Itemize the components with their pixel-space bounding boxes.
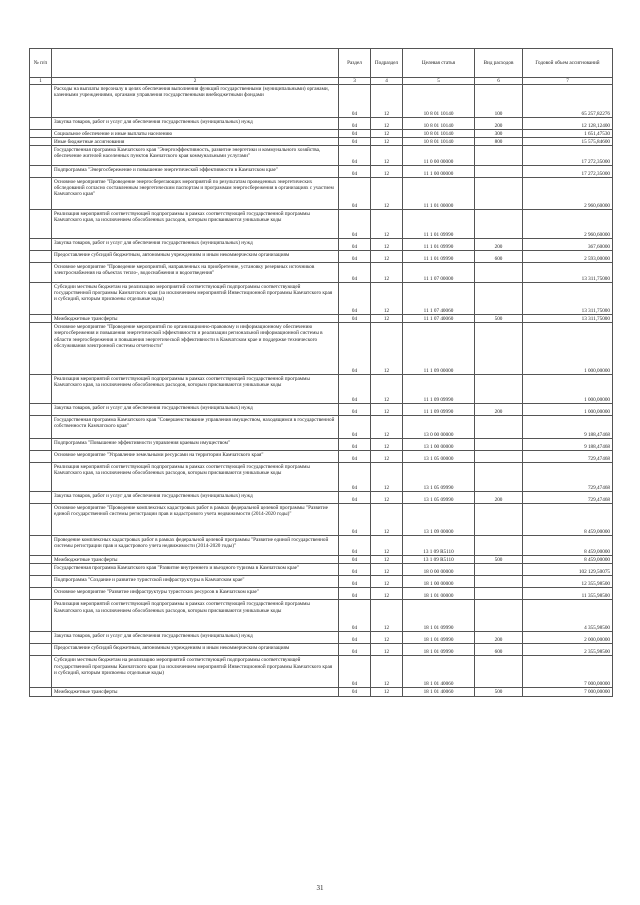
row-name: Государственная программа Камчатского края "Энергоэффективность, развитие энергетики и коммунального хозяйства, обеспечение жителей населенных пунктов Камчатского края коммунальными услугами" (52, 146, 339, 166)
header-number: № п/п (30, 49, 52, 78)
row-section: 04 (339, 556, 371, 564)
row-section: 04 (339, 130, 371, 138)
row-name: Подпрограмма "Создание и развитие туристской инфраструктуры в Камчатском крае" (52, 576, 339, 588)
row-amount: 7 000,00000 (523, 656, 613, 688)
row-subsection: 12 (371, 283, 403, 315)
row-subsection: 12 (371, 138, 403, 146)
row-expense-type (475, 283, 523, 315)
row-section: 04 (339, 632, 371, 644)
row-subsection: 12 (371, 588, 403, 600)
table-row (30, 644, 613, 656)
row-expense-type (475, 178, 523, 210)
row-name: Закупка товаров, работ и услуг для обеспечения государственных (муниципальных) нужд (52, 239, 339, 251)
column-index: 3 (339, 78, 371, 85)
row-section: 04 (339, 564, 371, 576)
table-row (30, 536, 613, 556)
header-expense-type: Вид расходов (475, 49, 523, 78)
table-row (30, 556, 613, 564)
row-amount: 8 459,00000 (523, 504, 613, 536)
row-number (30, 239, 52, 251)
table-row (30, 315, 613, 323)
row-subsection: 12 (371, 239, 403, 251)
table-row (30, 588, 613, 600)
row-expense-type (475, 323, 523, 375)
row-section: 04 (339, 416, 371, 439)
row-expense-type (475, 564, 523, 576)
row-expense-type: 200 (475, 404, 523, 416)
row-expense-type (475, 656, 523, 688)
row-amount: 729,47468 (523, 492, 613, 504)
row-target-article: 13 1 09 00000 (403, 504, 475, 536)
row-amount: 367,60000 (523, 239, 613, 251)
table-row (30, 118, 613, 130)
row-number (30, 210, 52, 239)
row-target-article: 13 1 09 R5110 (403, 556, 475, 564)
row-number (30, 564, 52, 576)
row-number (30, 600, 52, 632)
row-amount: 102 129,50075 (523, 564, 613, 576)
row-expense-type: 500 (475, 556, 523, 564)
table-row (30, 504, 613, 536)
row-subsection: 12 (371, 688, 403, 696)
row-number (30, 178, 52, 210)
row-name: Реализация мероприятий соответствующей подпрограммы в рамках соответствующей государственной программы Камчатского края, за исключением обособленных расходов, которым присваиваются уникальные коды (52, 375, 339, 404)
row-name: Государственная программа Камчатского края "Совершенствование управления имуществом, находящимся в государственной собственности Камчатского края" (52, 416, 339, 439)
row-number (30, 416, 52, 439)
table-row (30, 576, 613, 588)
row-target-article: 11 1 01 09990 (403, 239, 475, 251)
row-subsection: 12 (371, 576, 403, 588)
row-section: 04 (339, 166, 371, 178)
row-target-article: 10 8 01 10140 (403, 138, 475, 146)
row-subsection: 12 (371, 451, 403, 463)
row-amount: 8 459,00000 (523, 536, 613, 556)
row-section: 04 (339, 439, 371, 451)
column-index: 2 (52, 78, 339, 85)
row-subsection: 12 (371, 632, 403, 644)
row-section: 04 (339, 576, 371, 588)
table-row (30, 416, 613, 439)
row-subsection: 12 (371, 463, 403, 492)
row-expense-type: 500 (475, 688, 523, 696)
row-name: Социальное обеспечение и иные выплаты населению (52, 130, 339, 138)
row-target-article: 13 0 00 00000 (403, 416, 475, 439)
row-target-article: 11 0 00 00000 (403, 146, 475, 166)
row-name: Проведение комплексных кадастровых работ в рамках федеральной целевой программы "Развитие единой государственной системы регистрации прав и кадастрового учета недвижимости (2014-2020 годы)" (52, 536, 339, 556)
row-target-article: 11 1 00 00000 (403, 166, 475, 178)
row-name: Закупка товаров, работ и услуг для обеспечения государственных (муниципальных) нужд (52, 118, 339, 130)
row-number (30, 504, 52, 536)
row-expense-type (475, 504, 523, 536)
row-expense-type: 200 (475, 239, 523, 251)
row-target-article: 11 1 01 09990 (403, 251, 475, 263)
table-row (30, 85, 613, 118)
row-number (30, 146, 52, 166)
row-amount: 9 188,47468 (523, 439, 613, 451)
column-index: 1 (30, 78, 52, 85)
row-expense-type (475, 463, 523, 492)
row-target-article: 10 8 01 10140 (403, 118, 475, 130)
row-number (30, 576, 52, 588)
row-subsection: 12 (371, 146, 403, 166)
row-amount: 729,47468 (523, 463, 613, 492)
row-number (30, 688, 52, 696)
row-number (30, 588, 52, 600)
row-name: Предоставление субсидий бюджетным, автономным учреждениям и иным некоммерческим организациям (52, 251, 339, 263)
row-expense-type: 600 (475, 644, 523, 656)
row-amount: 13 311,75000 (523, 283, 613, 315)
row-expense-type (475, 451, 523, 463)
row-section: 04 (339, 210, 371, 239)
row-name: Закупка товаров, работ и услуг для обеспечения государственных (муниципальных) нужд (52, 632, 339, 644)
row-subsection: 12 (371, 166, 403, 178)
row-expense-type (475, 375, 523, 404)
row-expense-type (475, 416, 523, 439)
row-number (30, 556, 52, 564)
row-subsection: 12 (371, 536, 403, 556)
row-number (30, 492, 52, 504)
row-expense-type: 200 (475, 492, 523, 504)
page-number: 31 (316, 884, 324, 892)
row-name: Межбюджетные трансферты (52, 315, 339, 323)
row-section: 04 (339, 688, 371, 696)
row-amount: 2 000,00000 (523, 632, 613, 644)
table-row (30, 451, 613, 463)
row-subsection: 12 (371, 178, 403, 210)
row-amount: 65 257,82276 (523, 85, 613, 118)
row-number (30, 375, 52, 404)
row-expense-type: 300 (475, 130, 523, 138)
row-number (30, 283, 52, 315)
table-row (30, 323, 613, 375)
row-target-article: 11 1 09 09990 (403, 375, 475, 404)
table-row (30, 178, 613, 210)
row-number (30, 251, 52, 263)
table-row (30, 492, 613, 504)
row-number (30, 439, 52, 451)
row-target-article: 18 1 01 09990 (403, 600, 475, 632)
row-name: Основное мероприятие "Проведение мероприятий, направленных на приобретение, установку резервных источников электроснабжения на объектах тепло-, водоснабжения и водоотведения" (52, 263, 339, 283)
row-number (30, 315, 52, 323)
row-expense-type: 200 (475, 632, 523, 644)
row-subsection: 12 (371, 130, 403, 138)
row-section: 04 (339, 138, 371, 146)
row-section: 04 (339, 263, 371, 283)
row-subsection: 12 (371, 251, 403, 263)
row-name: Субсидии местным бюджетам на реализацию мероприятий соответствующей подпрограммы соответствующей государственной программы Камчатского края (за исключением мероприятий Инвестиционной программы Камчатского края и субсидий, которым присвоены отдельные коды) (52, 283, 339, 315)
row-subsection: 12 (371, 404, 403, 416)
row-section: 04 (339, 492, 371, 504)
row-number (30, 263, 52, 283)
table-row (30, 251, 613, 263)
row-name: Основное мероприятие "Проведение мероприятий по организационно-правовому и информационному обеспечению энергосбережения и повышения энергетической эффективности и реализации региональной информационной системы в области энергосбережения и повышения энергетической эффективности в Камчатском крае и поддержке технического обслуживания электронной системы отчетности" (52, 323, 339, 375)
row-target-article: 11 1 09 00000 (403, 323, 475, 375)
row-expense-type (475, 263, 523, 283)
row-section: 04 (339, 463, 371, 492)
row-amount: 2 593,00000 (523, 251, 613, 263)
row-number (30, 451, 52, 463)
row-amount: 1 651,47530 (523, 130, 613, 138)
header-section: Раздел (339, 49, 371, 78)
table-row (30, 166, 613, 178)
row-number (30, 644, 52, 656)
column-index: 6 (475, 78, 523, 85)
column-index: 5 (403, 78, 475, 85)
row-amount: 4 355,98500 (523, 600, 613, 632)
row-amount: 12 128,12400 (523, 118, 613, 130)
budget-table (29, 48, 613, 697)
row-section: 04 (339, 588, 371, 600)
row-subsection: 12 (371, 492, 403, 504)
row-expense-type: 600 (475, 251, 523, 263)
row-amount: 8 459,00000 (523, 556, 613, 564)
row-target-article: 13 1 05 09990 (403, 463, 475, 492)
row-name: Основное мероприятие "Проведение энергосберегающих мероприятий по результатам проведенных энергетических обследований согласно составленным энергетическим паспортам и программам энергосбережения в организациях с участием Камчатского края" (52, 178, 339, 210)
row-number (30, 85, 52, 118)
table-row (30, 375, 613, 404)
row-number (30, 130, 52, 138)
row-section: 04 (339, 251, 371, 263)
row-subsection: 12 (371, 556, 403, 564)
row-name: Межбюджетные трансферты (52, 688, 339, 696)
row-name: Реализация мероприятий соответствующей подпрограммы в рамках соответствующей государственной программы Камчатского края, за исключением обособленных расходов, которым присваиваются уникальные коды (52, 463, 339, 492)
row-target-article: 18 1 01 00000 (403, 588, 475, 600)
table-row (30, 210, 613, 239)
table-row (30, 656, 613, 688)
table-row (30, 463, 613, 492)
row-target-article: 11 1 09 09990 (403, 404, 475, 416)
row-target-article: 11 1 01 09990 (403, 210, 475, 239)
header-subsection: Подраздел (371, 49, 403, 78)
row-name: Основное мероприятие "Развитие инфраструктуры туристских ресурсов в Камчатском крае" (52, 588, 339, 600)
row-number (30, 138, 52, 146)
row-subsection: 12 (371, 600, 403, 632)
row-target-article: 13 1 00 00000 (403, 439, 475, 451)
row-section: 04 (339, 315, 371, 323)
row-target-article: 11 1 07 40060 (403, 315, 475, 323)
row-amount: 17 272,35000 (523, 146, 613, 166)
row-target-article: 18 1 01 40060 (403, 688, 475, 696)
row-expense-type (475, 146, 523, 166)
table-body (30, 85, 613, 696)
row-subsection: 12 (371, 375, 403, 404)
column-index-row (30, 78, 613, 85)
row-amount: 15 575,84600 (523, 138, 613, 146)
row-section: 04 (339, 600, 371, 632)
row-amount: 2 355,98500 (523, 644, 613, 656)
row-name: Расходы на выплаты персоналу в целях обеспечения выполнения функций государственными (муниципальными) органами, казенными учреждениями, органами управления государственными внебюджетными фондами (52, 85, 339, 118)
row-target-article: 18 1 01 09990 (403, 644, 475, 656)
row-amount: 729,47468 (523, 451, 613, 463)
row-subsection: 12 (371, 564, 403, 576)
row-section: 04 (339, 323, 371, 375)
row-amount: 1 000,00000 (523, 323, 613, 375)
row-expense-type (475, 210, 523, 239)
row-section: 04 (339, 283, 371, 315)
row-section: 04 (339, 644, 371, 656)
row-target-article: 10 8 01 10140 (403, 85, 475, 118)
row-target-article: 11 1 07 40060 (403, 283, 475, 315)
row-name: Реализация мероприятий соответствующей подпрограммы в рамках соответствующей государственной программы Камчатского края, за исключением обособленных расходов, которым присваиваются уникальные коды (52, 210, 339, 239)
row-name: Основное мероприятие "Проведение комплексных кадастровых работ в рамках федеральной целевой программы "Развитие единой государственной системы регистрации прав и кадастрового учета недвижимости (2014-2020 годы)" (52, 504, 339, 536)
row-expense-type (475, 439, 523, 451)
row-name: Основное мероприятие "Управление земельными ресурсами на территории Камчатского края" (52, 451, 339, 463)
row-subsection: 12 (371, 85, 403, 118)
row-number (30, 118, 52, 130)
table-row (30, 138, 613, 146)
row-target-article: 11 1 01 00000 (403, 178, 475, 210)
row-section: 04 (339, 85, 371, 118)
row-subsection: 12 (371, 439, 403, 451)
row-name: Предоставление субсидий бюджетным, автономным учреждениям и иным некоммерческим организациям (52, 644, 339, 656)
row-number (30, 656, 52, 688)
row-amount: 17 272,35000 (523, 166, 613, 178)
row-number (30, 536, 52, 556)
row-section: 04 (339, 536, 371, 556)
row-section: 04 (339, 118, 371, 130)
row-amount: 2 960,60000 (523, 178, 613, 210)
row-target-article: 18 0 00 00000 (403, 564, 475, 576)
row-target-article: 18 1 01 09990 (403, 632, 475, 644)
row-number (30, 166, 52, 178)
table-row (30, 439, 613, 451)
row-name: Межбюджетные трансферты (52, 556, 339, 564)
row-section: 04 (339, 178, 371, 210)
header-target-article: Целевая статья (403, 49, 475, 78)
row-expense-type: 800 (475, 138, 523, 146)
row-expense-type (475, 576, 523, 588)
row-number (30, 323, 52, 375)
row-target-article: 13 1 05 09990 (403, 492, 475, 504)
row-name: Реализация мероприятий соответствующей подпрограммы в рамках соответствующей государственной программы Камчатского края, за исключением обособленных расходов, которым присваиваются уникальные коды (52, 600, 339, 632)
table-row (30, 283, 613, 315)
table-row (30, 130, 613, 138)
row-target-article: 18 1 01 40060 (403, 656, 475, 688)
row-section: 04 (339, 375, 371, 404)
row-target-article: 11 1 07 00000 (403, 263, 475, 283)
row-expense-type: 500 (475, 315, 523, 323)
row-target-article: 13 1 05 00000 (403, 451, 475, 463)
row-subsection: 12 (371, 210, 403, 239)
row-section: 04 (339, 239, 371, 251)
row-section: 04 (339, 146, 371, 166)
column-index: 4 (371, 78, 403, 85)
row-amount: 11 355,98500 (523, 588, 613, 600)
row-amount: 12 355,98500 (523, 576, 613, 588)
row-section: 04 (339, 656, 371, 688)
row-expense-type (475, 166, 523, 178)
row-name: Закупка товаров, работ и услуг для обеспечения государственных (муниципальных) нужд (52, 404, 339, 416)
row-amount: 13 311,75000 (523, 315, 613, 323)
header-name (52, 49, 339, 78)
row-name: Подпрограмма "Повышение эффективности управления краевым имуществом" (52, 439, 339, 451)
row-expense-type (475, 600, 523, 632)
row-name: Закупка товаров, работ и услуг для обеспечения государственных (муниципальных) нужд (52, 492, 339, 504)
table-row (30, 146, 613, 166)
table-header (30, 49, 613, 78)
row-expense-type: 200 (475, 118, 523, 130)
row-number (30, 463, 52, 492)
row-amount: 7 000,00000 (523, 688, 613, 696)
row-target-article: 10 8 01 10140 (403, 130, 475, 138)
row-subsection: 12 (371, 504, 403, 536)
row-subsection: 12 (371, 656, 403, 688)
row-name: Подпрограмма "Энергосбережение и повышение энергетической эффективности в Камчатском крае" (52, 166, 339, 178)
row-section: 04 (339, 404, 371, 416)
row-subsection: 12 (371, 263, 403, 283)
row-expense-type: 100 (475, 85, 523, 118)
row-subsection: 12 (371, 644, 403, 656)
row-name: Субсидии местным бюджетам на реализацию мероприятий соответствующей подпрограммы соответствующей государственной программы Камчатского края (за исключением мероприятий Инвестиционной программы Камчатского края и субсидий, которым присвоены отдельные коды) (52, 656, 339, 688)
row-number (30, 632, 52, 644)
row-section: 04 (339, 451, 371, 463)
row-subsection: 12 (371, 416, 403, 439)
table-row (30, 239, 613, 251)
table-row (30, 263, 613, 283)
row-amount: 13 311,75000 (523, 263, 613, 283)
table-row (30, 688, 613, 696)
header-annual-amount: Годовой объем ассигнований (523, 49, 613, 78)
table-row (30, 632, 613, 644)
row-subsection: 12 (371, 118, 403, 130)
row-subsection: 12 (371, 315, 403, 323)
row-amount: 9 188,47468 (523, 416, 613, 439)
row-expense-type (475, 588, 523, 600)
table-row (30, 600, 613, 632)
row-amount: 1 000,00000 (523, 375, 613, 404)
row-expense-type (475, 536, 523, 556)
row-target-article: 18 1 00 00000 (403, 576, 475, 588)
row-amount: 2 960,60000 (523, 210, 613, 239)
row-section: 04 (339, 504, 371, 536)
row-target-article: 13 1 09 R5110 (403, 536, 475, 556)
column-index: 7 (523, 78, 613, 85)
table-row (30, 564, 613, 576)
row-number (30, 404, 52, 416)
row-subsection: 12 (371, 323, 403, 375)
table-row (30, 404, 613, 416)
row-amount: 1 000,00000 (523, 404, 613, 416)
row-name: Иные бюджетные ассигнования (52, 138, 339, 146)
row-name: Государственная программа Камчатского края "Развитие внутреннего и въездного туризма в Камчатском крае" (52, 564, 339, 576)
